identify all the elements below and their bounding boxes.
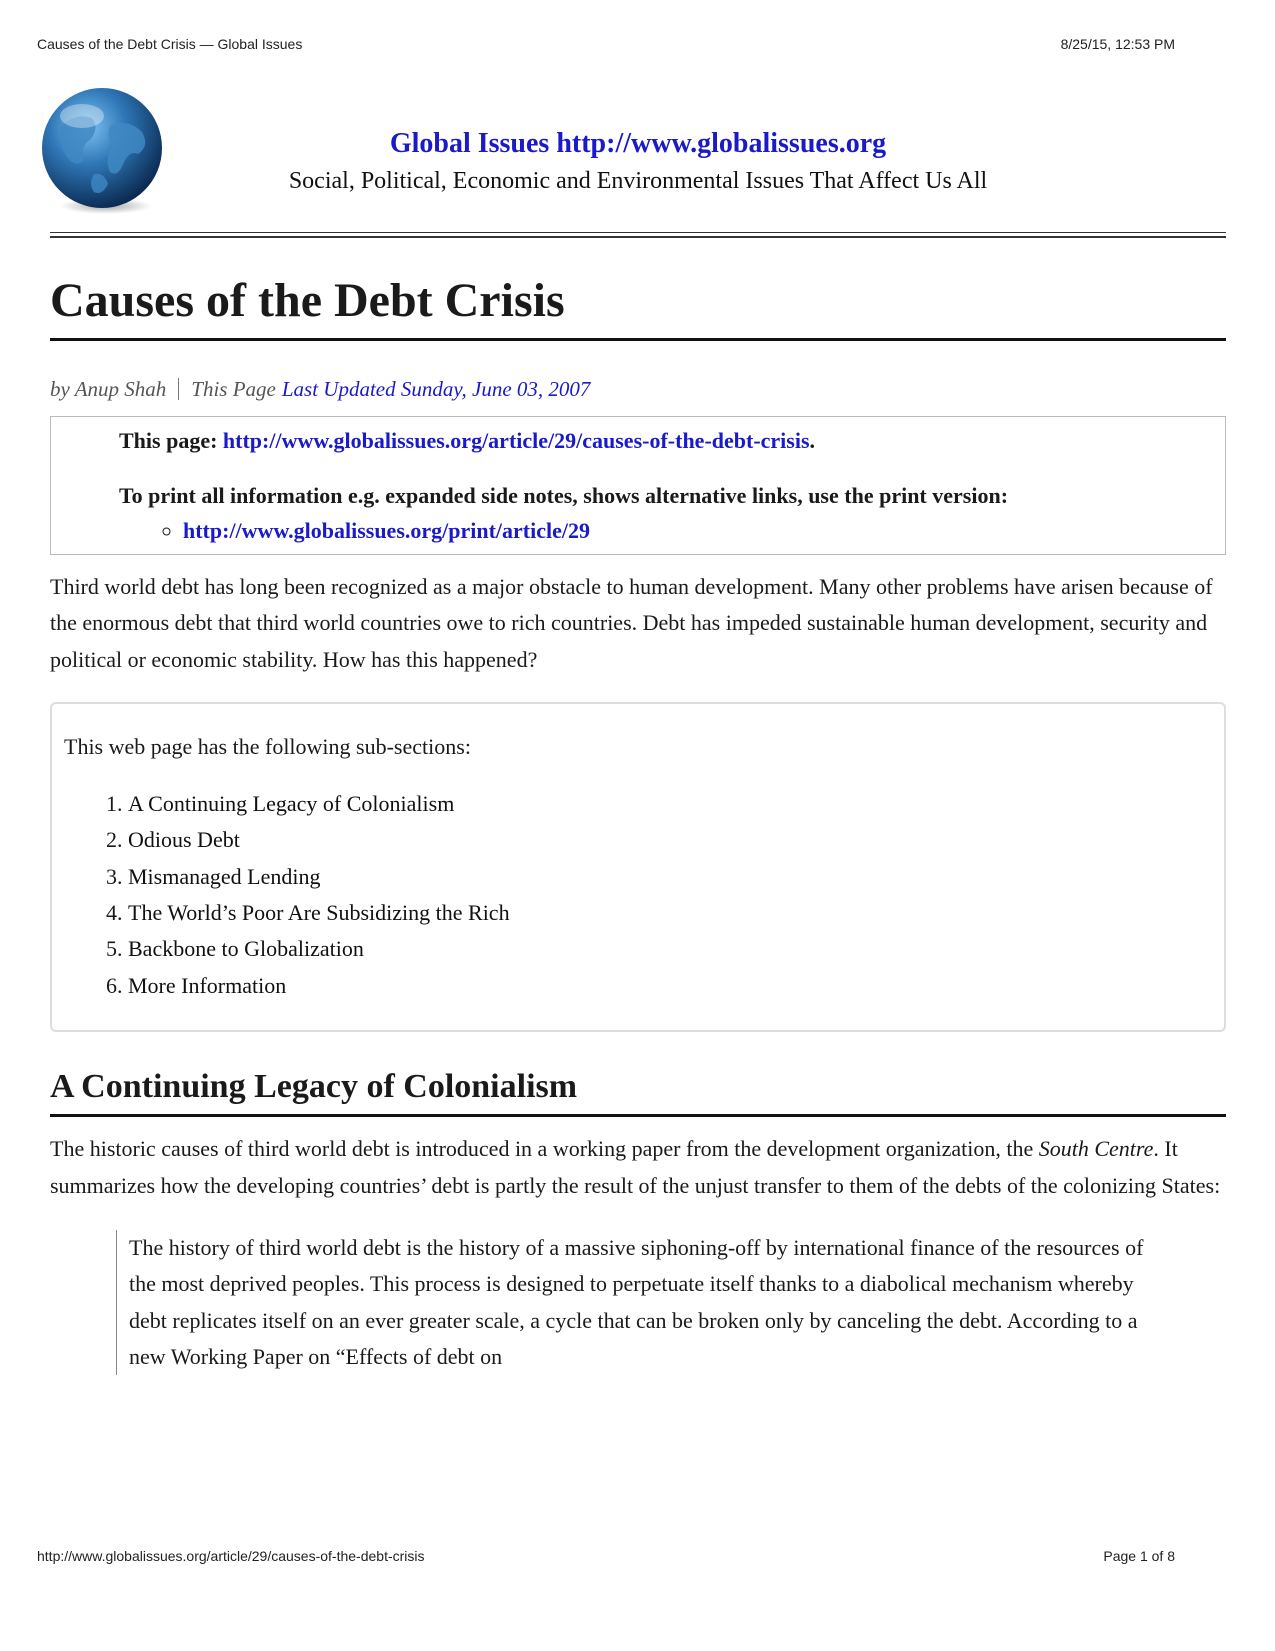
section-paragraph — [50, 1131, 1226, 1204]
toc-link-globalization[interactable]: Backbone to Globalization — [128, 936, 364, 962]
toc-link-more-information[interactable]: More Information — [128, 972, 287, 998]
list-item — [128, 786, 1212, 822]
site-tagline: Social, Political, Economic and Environmental Issues That Affect Us All — [288, 168, 988, 194]
print-links — [119, 513, 1205, 548]
print-version-link[interactable]: http://www.globalissues.org/print/article/29 — [183, 517, 590, 543]
last-updated-link[interactable]: Last Updated Sunday, June 03, 2007 — [281, 376, 591, 401]
page-number: Page 1 of 8 — [1103, 1548, 1175, 1564]
this-page-link[interactable]: http://www.globalissues.org/article/29/causes-of-the-debt-crisis — [222, 427, 810, 453]
block-quote — [116, 1230, 1146, 1375]
header-divider — [50, 232, 1226, 238]
page-title: Causes of the Debt Crisis — [50, 272, 1226, 341]
section-heading: A Continuing Legacy of Colonialism — [50, 1066, 1226, 1118]
sub-sections-box — [50, 702, 1226, 1032]
this-page-line — [119, 423, 1205, 458]
print-footer-url: http://www.globalissues.org/article/29/causes-of-the-debt-crisis — [37, 1548, 425, 1564]
list-item — [128, 931, 1212, 967]
list-item — [128, 968, 1212, 1004]
site-name-text: Global Issues — [389, 128, 550, 159]
article-content — [50, 272, 1226, 1375]
byline — [50, 377, 1226, 402]
paragraph-text-start: The historic causes of third world debt is introduced in a working paper from the development organization, the — [50, 1136, 1039, 1162]
print-note: To print all information e.g. expanded side notes, shows alternative links, use the print version: — [119, 482, 1009, 508]
intro-paragraph: Third world debt has long been recognized as a major obstacle to human development. Many other problems have arisen because of the enormous debt that third world countries owe to rich countries. Debt has impeded sustainable human development, security and political or economic stability. How has this happened? — [50, 574, 1213, 672]
print-header-timestamp: 8/25/15, 12:53 PM — [1060, 36, 1175, 52]
toc-link-mismanaged-lending[interactable]: Mismanaged Lending — [128, 863, 321, 889]
toc-link-odious-debt[interactable]: Odious Debt — [128, 827, 240, 853]
toc-list — [64, 786, 1212, 1004]
toc-link-colonialism[interactable]: A Continuing Legacy of Colonialism — [128, 791, 455, 817]
globe-icon — [40, 88, 168, 216]
toc-intro: This web page has the following sub-sections: — [64, 734, 471, 760]
print-info-box — [50, 416, 1226, 556]
list-item — [128, 822, 1212, 858]
organization-name: South Centre — [1038, 1136, 1154, 1162]
updated-prefix: This Page — [191, 376, 276, 401]
list-item — [128, 859, 1212, 895]
print-header — [37, 36, 1175, 52]
author: by Anup Shah — [50, 376, 167, 401]
list-item — [128, 895, 1212, 931]
print-header-title: Causes of the Debt Crisis — Global Issues — [37, 36, 303, 52]
print-footer — [37, 1548, 1175, 1564]
quote-text: The history of third world debt is the history of a massive siphoning-off by international finance of the resources of the most deprived peoples. This process is designed to perpetuate itself thanks to a diabolical mechanism whereby debt replicates itself on an ever greater scale, a cycle that can be broken only by canceling the debt. According to a new Working Paper on “Effects of debt on — [129, 1234, 1144, 1369]
list-item — [183, 513, 1205, 548]
site-url-link[interactable]: http://www.globalissues.org — [556, 128, 887, 159]
byline-separator — [178, 378, 179, 400]
site-name — [168, 128, 1108, 160]
this-page-suffix: . — [809, 427, 816, 453]
paragraph-text-end: . It summarizes how the developing countries’ debt is partly the result of the unjust transfer to them of the debts of the colonizing States: — [50, 1136, 1221, 1198]
toc-link-poor-subsidizing-rich[interactable]: The World’s Poor Are Subsidizing the Rich — [128, 899, 510, 925]
site-banner — [168, 128, 1108, 195]
this-page-label: This page: — [119, 427, 218, 453]
